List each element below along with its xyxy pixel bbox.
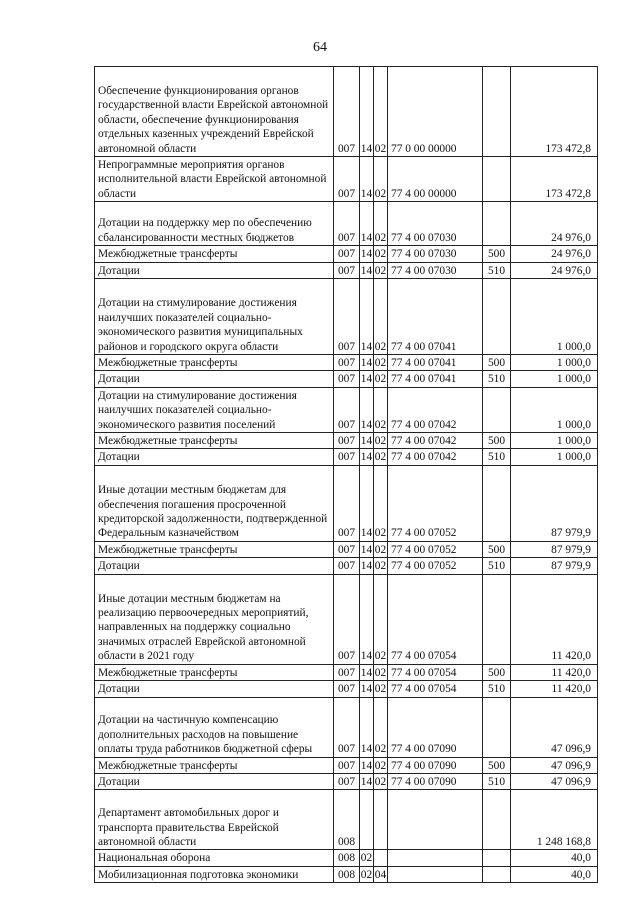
row-amount: 24 976,0 <box>511 262 598 278</box>
table-row <box>95 558 598 574</box>
table-row <box>95 202 598 246</box>
expense-type-code <box>483 850 511 866</box>
expense-type-code <box>483 790 511 850</box>
ministry-code: 007 <box>334 433 360 449</box>
row-name: Мобилизационная подготовка экономики <box>95 866 334 882</box>
row-name: Межбюджетные трансферты <box>95 757 334 773</box>
ministry-code: 007 <box>334 371 360 387</box>
expense-type-code <box>483 202 511 246</box>
page-number: 64 <box>313 40 327 55</box>
row-name: Непрограммные мероприятия органов исполнительной власти Еврейской автономной области <box>95 157 334 202</box>
ministry-code: 008 <box>334 850 360 866</box>
subsection-code: 02 <box>374 246 388 262</box>
target-article-code: 77 4 00 07090 <box>388 757 483 773</box>
ministry-code: 007 <box>334 664 360 680</box>
ministry-code: 007 <box>334 355 360 371</box>
expense-type-code <box>483 866 511 882</box>
ministry-code: 007 <box>334 757 360 773</box>
subsection-code: 02 <box>374 371 388 387</box>
target-article-code: 77 4 00 07090 <box>388 697 483 757</box>
section-code: 14 <box>360 558 374 574</box>
table-row <box>95 697 598 757</box>
section-code: 14 <box>360 681 374 697</box>
target-article-code <box>388 850 483 866</box>
target-article-code: 77 4 00 07042 <box>388 433 483 449</box>
section-code: 14 <box>360 757 374 773</box>
section-code: 14 <box>360 279 374 355</box>
ministry-code: 008 <box>334 866 360 882</box>
ministry-code: 008 <box>334 790 360 850</box>
expense-type-code: 500 <box>483 541 511 557</box>
expense-type-code: 500 <box>483 664 511 680</box>
table-row <box>95 465 598 541</box>
table-row <box>95 574 598 664</box>
section-code: 14 <box>360 387 374 432</box>
row-name: Обеспечение функционирования органов государственной власти Еврейской автономной области, обеспечение функционирования отдельных казенных учреждений Еврейской автономной области <box>95 67 334 157</box>
row-amount: 173 472,8 <box>511 67 598 157</box>
table-row <box>95 773 598 789</box>
ministry-code: 007 <box>334 465 360 541</box>
target-article-code: 77 4 00 07054 <box>388 664 483 680</box>
section-code: 14 <box>360 262 374 278</box>
row-name: Иные дотации местным бюджетам на реализацию первоочередных мероприятий, направленных на поддержку социально значимых отраслей Еврейской автономной области в 2021 году <box>95 574 334 664</box>
subsection-code: 02 <box>374 67 388 157</box>
row-amount: 1 000,0 <box>511 449 598 465</box>
target-article-code: 77 0 00 00000 <box>388 67 483 157</box>
target-article-code: 77 4 00 07052 <box>388 465 483 541</box>
subsection-code: 02 <box>374 157 388 202</box>
row-amount: 24 976,0 <box>511 246 598 262</box>
expense-type-code <box>483 67 511 157</box>
subsection-code: 02 <box>374 449 388 465</box>
row-amount: 1 000,0 <box>511 371 598 387</box>
ministry-code: 007 <box>334 202 360 246</box>
target-article-code: 77 4 00 07052 <box>388 541 483 557</box>
ministry-code: 007 <box>334 697 360 757</box>
section-code <box>360 790 374 850</box>
expense-type-code: 510 <box>483 262 511 278</box>
table-row <box>95 355 598 371</box>
row-name: Дотации на стимулирование достижения наилучших показателей социально-экономического развития муниципальных районов и городского округа области <box>95 279 334 355</box>
table-row <box>95 433 598 449</box>
row-amount: 40,0 <box>511 866 598 882</box>
section-code: 14 <box>360 67 374 157</box>
section-code: 14 <box>360 433 374 449</box>
ministry-code: 007 <box>334 541 360 557</box>
target-article-code: 77 4 00 07041 <box>388 371 483 387</box>
section-code: 14 <box>360 371 374 387</box>
row-name: Иные дотации местным бюджетам для обеспечения погашения просроченной кредиторской задолженности, подтвержденной Федеральным казначейством <box>95 465 334 541</box>
target-article-code: 77 4 00 07052 <box>388 558 483 574</box>
section-code: 14 <box>360 541 374 557</box>
row-amount: 40,0 <box>511 850 598 866</box>
section-code: 14 <box>360 355 374 371</box>
row-name: Дотации <box>95 262 334 278</box>
target-article-code: 77 4 00 07041 <box>388 355 483 371</box>
row-name: Дотации <box>95 681 334 697</box>
expense-type-code <box>483 574 511 664</box>
target-article-code: 77 4 00 07054 <box>388 681 483 697</box>
row-name: Департамент автомобильных дорог и транспорта правительства Еврейской автономной области <box>95 790 334 850</box>
table-row <box>95 67 598 157</box>
expense-type-code: 510 <box>483 449 511 465</box>
subsection-code: 02 <box>374 262 388 278</box>
target-article-code: 77 4 00 00000 <box>388 157 483 202</box>
expense-type-code: 510 <box>483 773 511 789</box>
subsection-code: 02 <box>374 664 388 680</box>
row-name: Межбюджетные трансферты <box>95 355 334 371</box>
subsection-code: 02 <box>374 202 388 246</box>
table-row <box>95 541 598 557</box>
section-code: 14 <box>360 202 374 246</box>
section-code: 14 <box>360 697 374 757</box>
row-amount: 47 096,9 <box>511 697 598 757</box>
subsection-code: 04 <box>374 866 388 882</box>
ministry-code: 007 <box>334 262 360 278</box>
subsection-code: 02 <box>374 541 388 557</box>
row-amount: 47 096,9 <box>511 757 598 773</box>
row-name: Межбюджетные трансферты <box>95 246 334 262</box>
row-amount: 173 472,8 <box>511 157 598 202</box>
expense-type-code <box>483 157 511 202</box>
subsection-code: 02 <box>374 355 388 371</box>
expense-type-code: 510 <box>483 558 511 574</box>
row-name: Национальная оборона <box>95 850 334 866</box>
ministry-code: 007 <box>334 67 360 157</box>
row-amount: 1 000,0 <box>511 387 598 432</box>
subsection-code: 02 <box>374 697 388 757</box>
table-row <box>95 279 598 355</box>
target-article-code <box>388 866 483 882</box>
table-row <box>95 681 598 697</box>
section-code: 14 <box>360 465 374 541</box>
section-code: 14 <box>360 773 374 789</box>
expense-type-code <box>483 387 511 432</box>
expense-type-code: 500 <box>483 246 511 262</box>
expense-type-code: 500 <box>483 355 511 371</box>
ministry-code: 007 <box>334 449 360 465</box>
row-name: Дотации <box>95 449 334 465</box>
row-name: Дотации на частичную компенсацию дополнительных расходов на повышение оплаты труда работников бюджетной сферы <box>95 697 334 757</box>
expense-type-code: 510 <box>483 681 511 697</box>
table-row <box>95 757 598 773</box>
target-article-code: 77 4 00 07030 <box>388 246 483 262</box>
target-article-code: 77 4 00 07030 <box>388 262 483 278</box>
row-amount: 1 248 168,8 <box>511 790 598 850</box>
table-row <box>95 790 598 850</box>
table-row <box>95 866 598 882</box>
subsection-code: 02 <box>374 433 388 449</box>
subsection-code <box>374 790 388 850</box>
ministry-code: 007 <box>334 773 360 789</box>
subsection-code: 02 <box>374 681 388 697</box>
expense-type-code: 500 <box>483 757 511 773</box>
target-article-code <box>388 790 483 850</box>
row-amount: 47 096,9 <box>511 773 598 789</box>
row-name: Межбюджетные трансферты <box>95 541 334 557</box>
table-row <box>95 664 598 680</box>
row-amount: 87 979,9 <box>511 465 598 541</box>
target-article-code: 77 4 00 07054 <box>388 574 483 664</box>
target-article-code: 77 4 00 07041 <box>388 279 483 355</box>
subsection-code: 02 <box>374 757 388 773</box>
table-row <box>95 246 598 262</box>
section-code: 14 <box>360 664 374 680</box>
section-code: 14 <box>360 157 374 202</box>
ministry-code: 007 <box>334 157 360 202</box>
row-name: Межбюджетные трансферты <box>95 433 334 449</box>
target-article-code: 77 4 00 07090 <box>388 773 483 789</box>
section-code: 14 <box>360 449 374 465</box>
ministry-code: 007 <box>334 558 360 574</box>
subsection-code: 02 <box>374 773 388 789</box>
row-amount: 11 420,0 <box>511 574 598 664</box>
table-row <box>95 387 598 432</box>
row-name: Дотации <box>95 773 334 789</box>
expense-type-code: 500 <box>483 433 511 449</box>
section-code: 02 <box>360 866 374 882</box>
subsection-code: 02 <box>374 279 388 355</box>
ministry-code: 007 <box>334 574 360 664</box>
section-code: 14 <box>360 246 374 262</box>
target-article-code: 77 4 00 07042 <box>388 449 483 465</box>
row-amount: 11 420,0 <box>511 681 598 697</box>
row-amount: 87 979,9 <box>511 541 598 557</box>
table-row <box>95 850 598 866</box>
subsection-code: 02 <box>374 465 388 541</box>
section-code: 02 <box>360 850 374 866</box>
ministry-code: 007 <box>334 387 360 432</box>
row-name: Дотации <box>95 558 334 574</box>
row-name: Дотации на поддержку мер по обеспечению сбалансированности местных бюджетов <box>95 202 334 246</box>
budget-table <box>94 66 598 883</box>
expense-type-code: 510 <box>483 371 511 387</box>
ministry-code: 007 <box>334 681 360 697</box>
row-amount: 1 000,0 <box>511 433 598 449</box>
subsection-code: 02 <box>374 558 388 574</box>
row-amount: 24 976,0 <box>511 202 598 246</box>
expense-type-code <box>483 697 511 757</box>
table-row <box>95 157 598 202</box>
row-amount: 87 979,9 <box>511 558 598 574</box>
expense-type-code <box>483 465 511 541</box>
ministry-code: 007 <box>334 279 360 355</box>
subsection-code <box>374 850 388 866</box>
expense-type-code <box>483 279 511 355</box>
target-article-code: 77 4 00 07042 <box>388 387 483 432</box>
table-row <box>95 262 598 278</box>
row-amount: 1 000,0 <box>511 279 598 355</box>
target-article-code: 77 4 00 07030 <box>388 202 483 246</box>
row-amount: 1 000,0 <box>511 355 598 371</box>
section-code: 14 <box>360 574 374 664</box>
subsection-code: 02 <box>374 387 388 432</box>
row-name: Межбюджетные трансферты <box>95 664 334 680</box>
ministry-code: 007 <box>334 246 360 262</box>
row-name: Дотации на стимулирование достижения наилучших показателей социально-экономического развития поселений <box>95 387 334 432</box>
row-amount: 11 420,0 <box>511 664 598 680</box>
table-row <box>95 449 598 465</box>
table-row <box>95 371 598 387</box>
row-name: Дотации <box>95 371 334 387</box>
subsection-code: 02 <box>374 574 388 664</box>
